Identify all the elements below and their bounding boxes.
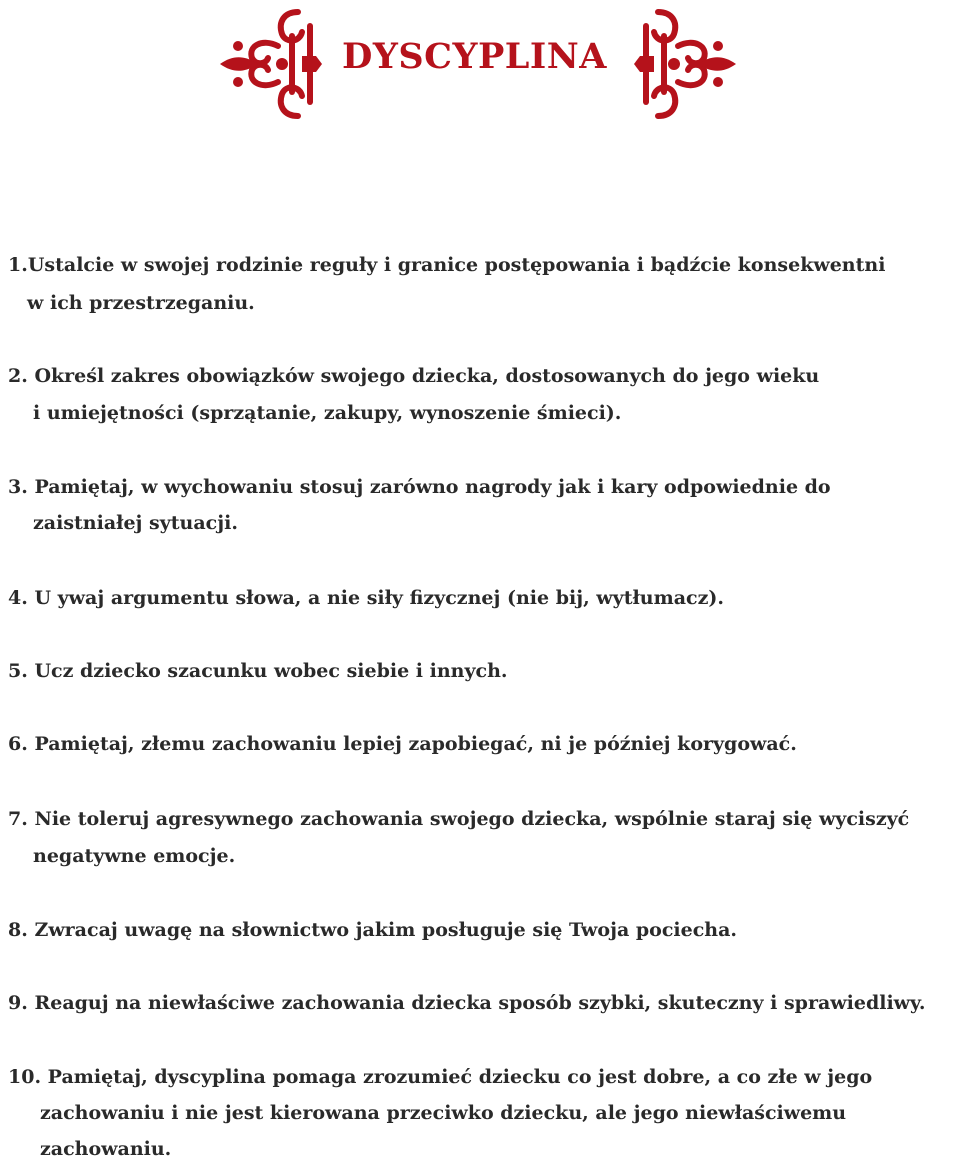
rule-10-line-1: 10. Pamiętaj, dyscyplina pomaga zrozumieć dziecku co jest dobre, a co złe w jego (8, 1066, 873, 1088)
rule-4: 4. U ywaj argumentu słowa, a nie siły fizycznej (nie bij, wytłumacz). (8, 587, 724, 609)
rule-2-line-1: 2. Określ zakres obowiązków swojego dziecka, dostosowanych do jego wieku (8, 365, 820, 387)
rule-2-line-2: i umiejętności (sprzątanie, zakupy, wynoszenie śmieci). (33, 402, 622, 424)
flourish-ornament-left-icon (218, 6, 330, 122)
rule-10-line-2: zachowaniu i nie jest kierowana przeciwko dziecku, ale jego niewłaściwemu (40, 1102, 847, 1124)
rule-7-line-2: negatywne emocje. (33, 845, 236, 867)
rule-7-line-1: 7. Nie toleruj agresywnego zachowania swojego dziecka, wspólnie staraj się wyciszyć (8, 808, 910, 830)
rule-1-line-2: w ich przestrzeganiu. (27, 292, 255, 314)
rule-9: 9. Reaguj na niewłaściwe zachowania dziecka sposób szybki, skuteczny i sprawiedliwy. (8, 992, 926, 1014)
rule-3-line-2: zaistniałej sytuacji. (33, 512, 238, 534)
rule-10-line-3: zachowaniu. (40, 1138, 172, 1160)
flourish-ornament-right-icon (626, 6, 738, 122)
header (0, 0, 960, 130)
rule-6: 6. Pamiętaj, złemu zachowaniu lepiej zapobiegać, ni je później korygować. (8, 733, 797, 755)
page-title: DYSCYPLINA (342, 36, 607, 77)
rule-8: 8. Zwracaj uwagę na słownictwo jakim posługuje się Twoja pociecha. (8, 919, 738, 941)
rule-3-line-1: 3. Pamiętaj, w wychowaniu stosuj zarówno nagrody jak i kary odpowiednie do (8, 476, 831, 498)
rule-1-line-1: 1.Ustalcie w swojej rodzinie reguły i granice postępowania i bądźcie konsekwentni (8, 254, 886, 276)
rule-5: 5. Ucz dziecko szacunku wobec siebie i innych. (8, 660, 508, 682)
